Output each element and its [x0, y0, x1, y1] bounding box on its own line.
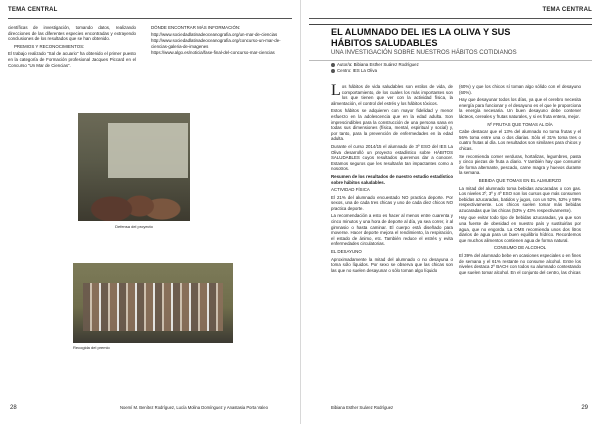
section-heading: CONSUMO DE ALCOHOL — [493, 245, 547, 251]
section-heading: ACTIVIDAD FÍSICA — [331, 187, 370, 193]
paragraph: Cabe destacar que el 13% del alumnado no toma frutas y el 56% toma entre una o dos diarias. Sólo el 31% toma tres o cuatro frutas al día. Los resultados son similares para chicos y chicas. — [459, 129, 581, 151]
article-column-1 — [331, 84, 453, 275]
author-info — [331, 62, 419, 74]
more-info-column — [145, 25, 290, 56]
article-subtitle: UNA INVESTIGACIÓN SOBRE NUESTROS HÁBITOS COTIDIANOS — [331, 50, 517, 56]
right-page — [301, 0, 600, 424]
page-footer: Bibiana Esther Suárez Rodríguez — [331, 405, 394, 410]
left-column-text — [8, 25, 136, 70]
page-number: 29 — [581, 405, 588, 411]
paragraph: (60%) y que los chicos sí toman algo sólido con el desayuno (60%). — [459, 84, 581, 95]
section-heading: EL DESAYUNO — [331, 249, 362, 255]
section-label: TEMA CENTRAL — [8, 7, 58, 13]
paragraph: Hay que desayunar todos los días, ya que el cerebro necesita energía para funcionar y el desayuno es el que le proporciona la energía necesaria. Un buen desayuno debe contener lácteos, cereales y frutas naturales, y si es fruta entera, mejor. — [459, 97, 581, 119]
paragraph: El trabajo realizado “Sal de acuario” ha obtenido el primer puesto en la categoría de Formación profesional Jacques Piccard en el Concurso “Un Mar de Ciencias”. — [8, 51, 136, 68]
paragraph: La recomendación a esto es hacer al menos entre cuarenta y cinco minutos y una hora de deporte al día, ya sea correr, ir al gimnasio o hasta caminar. El cuerpo está diseñado para moverse. Hacer deporte mejora el rendimiento, la respiración, el estado de ánimo, etc. También reduce el estrés y evita enfermedades circulatorias. — [331, 213, 453, 247]
header-rule — [8, 18, 292, 19]
link-item[interactable]: http://www.sociedadlatinadeoceanografia.org/concurso-un-mar-de-ciencias-galeria-de-imagenes — [151, 38, 281, 49]
paragraph: PREMIOS Y RECONOCIMIENTOS: — [14, 43, 85, 49]
bullet-icon — [331, 69, 335, 73]
author-line: Autor/a: Bibiana Esther Suárez Rodríguez — [331, 62, 419, 68]
photo-caption: Recogida del premio — [73, 345, 110, 350]
section-label: TEMA CENTRAL — [542, 7, 592, 13]
paragraph: Estos hábitos se adquieren con mayor fidelidad y menor esfuerzo en la adolescencia que en la edad adulta. Son imprescindibles para la construcción de una persona sana en todas sus dimensiones (física, mental, espiritual y social) y, por tanto, para la prevención de enfermedades en la edad adulta. — [331, 108, 453, 142]
link-item[interactable]: https://www.algo.es/noticia/fase-final-del-concurso-mar-ciencias — [151, 50, 275, 56]
paragraph: Aproximadamente la mitad del alumnado o no desayuna o toma sólo líquidos. Por sexo se observa que las chicas son las que no suelen desayunar o sólo toman algo líquido — [331, 256, 453, 273]
section-heading: BEBIDA QUE TOMAS EN EL ALMUERZO — [478, 177, 562, 183]
students-silhouettes — [78, 161, 190, 221]
header-rule — [309, 18, 592, 19]
paragraph: científicas de investigación, tomando datos, realizando direcciones de las diferentes especies encontradas y extrayendo conclusiones de los resultados que se han obtenido. — [8, 25, 136, 42]
article-column-2 — [459, 84, 581, 277]
paragraph: El 21% del alumnado encuestado NO practica deporte. Por sexos, una de cada tres chicas y uno de cada diez chicos NO practica deporte. — [331, 194, 453, 211]
page-footer: Noemí M. Benítez Rodríguez, Lucía Molina Domínguez y Anastasia Porta Valeo — [120, 405, 268, 410]
left-page-header — [8, 7, 292, 21]
photo-caption: Defensa del proyecto — [115, 224, 153, 229]
paragraph: Se recomienda comer verduras, hortalizas, legumbres, pasta y cinco piezas de fruta a diario. Y también hay que consumir de forma alternante, pescado, carne magra y huevos durante la semana. — [459, 153, 581, 176]
title-top-rule — [309, 24, 592, 25]
group-of-students — [83, 283, 223, 331]
center-line: Centro: IES La Oliva — [331, 68, 419, 74]
more-info-title: DÓNDE ENCONTRAR MÁS INFORMACIÓN: — [151, 25, 241, 30]
paragraph: El 39% del alumnado bebe en ocasiones especiales o en fines de semana y el 61% restante no consume alcohol. Entre los niveles destaca 2º BACH con todos su alumnado contestando que suelen tomar alcohol. En el conjunto del centro, las chicas — [459, 253, 581, 275]
paragraph: Hay que evitar todo tipo de bebidas azucaradas, ya que son una fuente de obesidad en nuestro país y sustituirlas por agua, que no engorda. La OMS recomienda unos dos litros diarios de agua para un buen equilibrio hídrico. Recordemos que muchos alimentos contienen agua de forma natural. — [459, 215, 581, 243]
award-photo — [73, 263, 233, 343]
paragraph: Los hábitos de vida saludables son estilos de vida, de comportamiento, de los cuales los más importantes son los que tienen que ver con la actividad física, la alimentación, el control del estrés y los hábitos tóxicos. — [331, 82, 453, 106]
section-heading: Nº FRUTAS QUE TOMAS AL DÍA — [487, 121, 553, 127]
paragraph: Durante el curso 2014/15 el alumnado de 3º ESO del IES La Oliva desarrolló un proyecto estadístico sobre HÁBITOS SALUDABLES cuyos resultados queremos dar a conocer. Estamos seguros que les resultarán tan impactantes como a nosotros. — [331, 143, 453, 172]
right-page-header — [309, 7, 592, 21]
title-bottom-rule — [309, 60, 592, 61]
dropcap: L — [331, 82, 341, 99]
bullet-icon — [331, 63, 335, 67]
article-title: EL ALUMNADO DEL IES LA OLIVA Y SUS HÁBITOS SALUDABLES — [331, 27, 511, 48]
page-number: 28 — [10, 405, 17, 411]
link-item[interactable]: http://www.sociedadlatinadeoceanografia.org/un-mar-de-ciencias — [151, 31, 278, 37]
results-heading: Resumen de los resultados de nuestro estudio estadístico sobre hábitos saludables. — [331, 173, 453, 185]
paragraph: La mitad del alumnado toma bebidas azucaradas o con gas. Los niveles 2º, 3º y 4º ESO son los cursos que más consumen bebidas azucaradas, batidos y jugos, con un 52%, 52% y 59% respectivamente. Los chicos suelen tomar más bebidas azucaradas que las chicas (53% y 43% respectivamente). — [459, 185, 581, 213]
project-defense-photo — [78, 113, 190, 221]
